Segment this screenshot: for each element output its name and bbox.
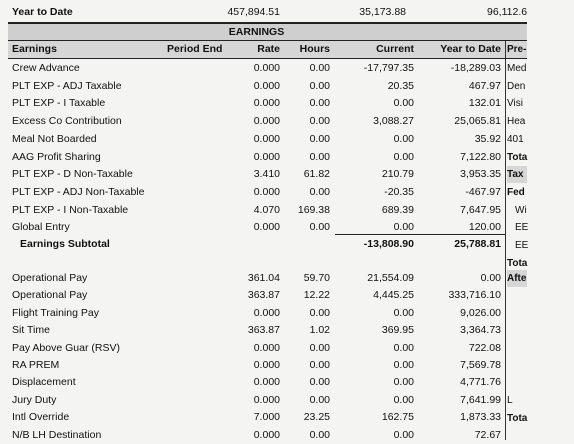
item-hours: 0.00 — [309, 428, 330, 441]
item-hours: 12.22 — [303, 289, 330, 302]
pay-row — [0, 287, 527, 304]
item-rate: 0.000 — [253, 428, 280, 441]
item-current: -20.35 — [384, 185, 414, 198]
item-hours: 0.00 — [309, 132, 330, 145]
item-name: Operational Pay — [12, 272, 88, 284]
pay-row — [0, 392, 527, 409]
item-ytd: 7,122.80 — [460, 150, 501, 163]
earnings-subtotal-row — [0, 236, 527, 253]
item-ytd: 0.00 — [480, 272, 501, 284]
pay-row — [0, 427, 527, 444]
earnings-row — [0, 202, 527, 219]
item-ytd: 120.00 — [468, 221, 501, 234]
side-cell: Tota — [507, 151, 528, 163]
pay-row — [0, 305, 527, 322]
item-ytd: 467.97 — [468, 79, 501, 92]
column-header-row — [0, 41, 527, 58]
section-title-row — [0, 24, 527, 40]
item-current: 210.79 — [381, 168, 414, 181]
col-ytd: Year to Date — [440, 43, 501, 55]
item-hours: 0.00 — [309, 221, 330, 234]
item-ytd: 4,771.76 — [460, 376, 501, 389]
item-name: PLT EXP - ADJ Taxable — [12, 79, 122, 92]
subtotal-ytd: 25,788.81 — [454, 238, 501, 250]
item-hours: 0.00 — [309, 359, 330, 371]
item-ytd: 35.92 — [474, 132, 501, 145]
item-name: Excess Co Contribution — [12, 115, 122, 128]
earnings-row — [0, 131, 527, 148]
item-hours: 0.00 — [309, 62, 330, 74]
ytd-value: 35,173.88 — [359, 6, 406, 18]
item-current: 0.00 — [393, 150, 414, 163]
item-rate: 0.000 — [253, 341, 280, 354]
header-rule — [8, 58, 527, 59]
item-ytd: 7,641.99 — [460, 393, 501, 406]
side-cell: L — [507, 395, 513, 406]
ytd-label: Year to Date — [12, 6, 73, 18]
item-hours: 1.02 — [309, 324, 330, 337]
item-hours: 59.70 — [303, 272, 330, 284]
item-current: 0.00 — [393, 376, 414, 389]
side-cell: 401 — [507, 133, 524, 145]
item-rate: 0.000 — [253, 62, 280, 74]
earnings-row — [0, 166, 527, 183]
item-ytd: 72.67 — [474, 428, 501, 441]
item-hours: 169.38 — [297, 203, 330, 216]
item-current: 20.35 — [387, 79, 414, 92]
item-current: -17,797.35 — [363, 62, 414, 74]
item-name: Sit Time — [12, 324, 50, 337]
item-current: 0.00 — [393, 132, 414, 145]
item-name: Crew Advance — [12, 62, 80, 74]
item-name: PLT EXP - I Non-Taxable — [12, 203, 129, 216]
item-rate: 0.000 — [253, 221, 280, 234]
side-cell: Wi — [515, 204, 527, 216]
item-rate: 363.87 — [247, 324, 280, 337]
item-name: AAG Profit Sharing — [12, 150, 101, 163]
item-name: N/B LH Destination — [12, 428, 102, 441]
item-rate: 0.000 — [253, 97, 280, 110]
item-name: Meal Not Boarded — [12, 132, 97, 145]
earnings-row — [0, 95, 527, 112]
item-ytd: 25,065.81 — [454, 115, 501, 128]
side-cell: Tota — [507, 413, 528, 424]
side-header: Pre- — [507, 41, 527, 58]
item-current: 4,445.25 — [373, 289, 414, 302]
item-rate: 0.000 — [253, 79, 280, 92]
col-period-end: Period End — [167, 43, 223, 55]
item-name: Displacement — [12, 376, 76, 389]
item-current: 0.00 — [393, 306, 414, 319]
item-name: Flight Training Pay — [12, 306, 99, 319]
subtotal-current: -13,808.90 — [363, 238, 414, 250]
side-cell: Fed — [507, 186, 525, 198]
pay-row — [0, 322, 527, 339]
ytd-value: 96,112.6 — [487, 6, 528, 18]
item-name: Intl Override — [12, 411, 70, 424]
item-rate: 361.04 — [247, 272, 280, 284]
pay-row — [0, 409, 527, 426]
item-hours: 0.00 — [309, 185, 330, 198]
side-cell: Hea — [507, 116, 526, 128]
item-name: PLT EXP - I Taxable — [12, 97, 106, 110]
item-hours: 0.00 — [309, 341, 330, 354]
item-current: 0.00 — [393, 393, 414, 406]
item-ytd: 1,873.33 — [460, 411, 501, 424]
item-current: 0.00 — [393, 97, 414, 110]
item-hours: 61.82 — [303, 168, 330, 181]
item-name: Jury Duty — [12, 393, 57, 406]
earnings-row — [0, 149, 527, 166]
item-ytd: 333,716.10 — [448, 289, 501, 302]
side-cell: Visi — [507, 98, 523, 110]
item-name: Global Entry — [12, 221, 70, 234]
item-rate: 0.000 — [253, 359, 280, 371]
col-hours: Hours — [299, 43, 330, 55]
side-cell: Tota — [507, 257, 528, 269]
ytd-value: 457,894.51 — [227, 6, 280, 18]
item-current: 689.39 — [381, 203, 414, 216]
col-current: Current — [376, 43, 414, 55]
item-rate: 0.000 — [253, 150, 280, 163]
item-rate: 0.000 — [253, 393, 280, 406]
col-rate: Rate — [257, 43, 280, 55]
item-ytd: -18,289.03 — [450, 62, 501, 74]
item-hours: 0.00 — [309, 115, 330, 128]
item-name: PLT EXP - ADJ Non-Taxable — [12, 185, 145, 198]
item-hours: 23.25 — [303, 411, 330, 424]
item-hours: 0.00 — [309, 306, 330, 319]
item-ytd: 132.01 — [468, 97, 501, 110]
item-name: Operational Pay — [12, 289, 88, 302]
item-hours: 0.00 — [309, 393, 330, 406]
item-rate: 4.070 — [253, 203, 280, 216]
item-rate: 0.000 — [253, 376, 280, 389]
earnings-row — [0, 184, 527, 201]
item-current: 0.00 — [393, 221, 414, 234]
item-rate: 0.000 — [253, 132, 280, 145]
side-cell: EE — [515, 222, 529, 234]
side-cell: Den — [507, 80, 526, 92]
item-ytd: 722.08 — [468, 341, 501, 354]
item-hours: 0.00 — [309, 79, 330, 92]
item-rate: 0.000 — [253, 185, 280, 198]
side-cell: EE — [515, 240, 529, 251]
col-earnings: Earnings — [12, 43, 57, 55]
item-ytd: 3,364.73 — [460, 324, 501, 337]
side-cell: Tax — [507, 166, 527, 183]
pay-row — [0, 340, 527, 357]
item-current: 0.00 — [393, 428, 414, 441]
item-ytd: 3,953.35 — [460, 168, 501, 181]
item-name: Pay Above Guar (RSV) — [12, 341, 120, 354]
item-current: 3,088.27 — [373, 115, 414, 128]
subtotal-label: Earnings Subtotal — [20, 238, 110, 250]
item-current: 162.75 — [381, 411, 414, 424]
item-rate: 0.000 — [253, 115, 280, 128]
item-rate: 7.000 — [253, 411, 280, 424]
side-cell: Afte — [507, 270, 527, 287]
item-rate: 3.410 — [253, 168, 280, 181]
earnings-row — [0, 60, 527, 77]
subtotal-rule — [335, 234, 505, 235]
earnings-row — [0, 78, 527, 95]
section-title: EARNINGS — [228, 26, 285, 38]
pay-row — [0, 357, 527, 374]
item-ytd: 7,569.78 — [460, 359, 501, 371]
item-ytd: 7,647.95 — [460, 203, 501, 216]
item-hours: 0.00 — [309, 150, 330, 163]
item-current: 0.00 — [393, 359, 414, 371]
item-ytd: 9,026.00 — [460, 306, 501, 319]
earnings-row — [0, 113, 527, 130]
item-current: 369.95 — [381, 324, 414, 337]
item-current: 21,554.09 — [367, 272, 414, 284]
pay-row — [0, 374, 527, 391]
item-ytd: -467.97 — [465, 185, 501, 198]
ytd-summary-row — [0, 4, 527, 21]
pay-row — [0, 270, 527, 287]
item-current: 0.00 — [393, 341, 414, 354]
item-hours: 0.00 — [309, 376, 330, 389]
item-hours: 0.00 — [309, 97, 330, 110]
item-name: PLT EXP - D Non-Taxable — [12, 168, 133, 181]
item-rate: 363.87 — [247, 289, 280, 302]
item-rate: 0.000 — [253, 306, 280, 319]
side-cell: Med — [507, 63, 527, 74]
item-name: RA PREM — [12, 359, 60, 371]
